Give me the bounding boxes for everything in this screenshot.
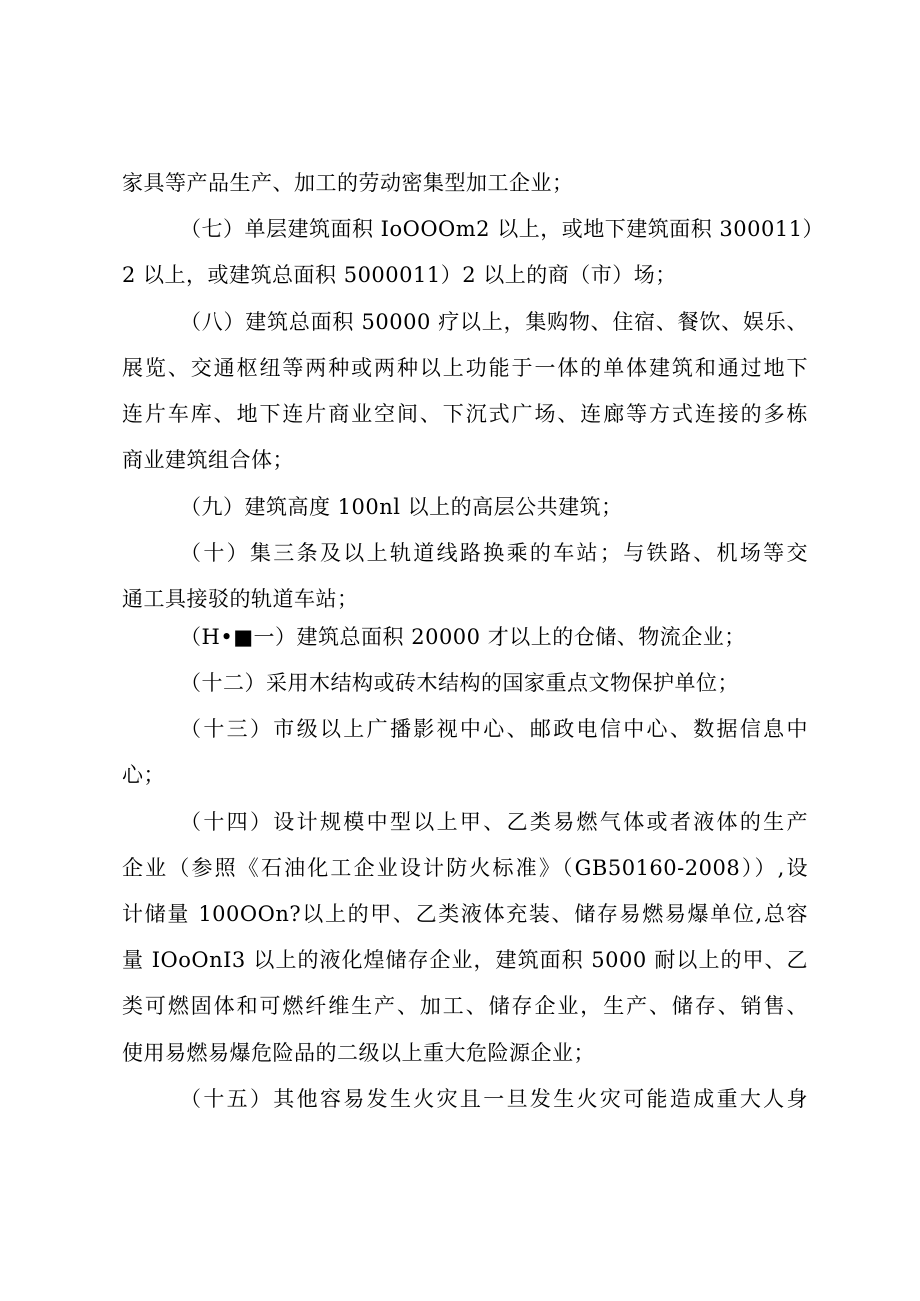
text-line: （十）集三条及以上轨道线路换乘的车站；与铁路、机场等交: [180, 541, 808, 565]
text-line: 企业（参照《石油化工企业设计防火标准》（GB50160-2008））,设: [122, 856, 808, 880]
text-line: 连片车库、地下连片商业空间、下沉式广场、连廊等方式连接的多栋: [122, 402, 808, 426]
text-line: 使用易燃易爆危险品的二级以上重大危险源企业；: [122, 1041, 595, 1065]
text-line: 量 IOoOnI3 以上的液化煌储存企业，建筑面积 5000 耐以上的甲、乙: [122, 948, 808, 972]
text-line: （H•■一）建筑总面积 20000 才以上的仓储、物流企业；: [180, 625, 746, 649]
text-line: 2 以上，或建筑总面积 5000011）2 以上的商（市）场；: [122, 263, 677, 287]
text-line: （十三）市级以上广播影视中心、邮政电信中心、数据信息中: [180, 717, 808, 741]
text-line: 家具等产品生产、加工的劳动密集型加工企业；: [122, 171, 574, 195]
text-line: （十四）设计规模中型以上甲、乙类易燃气体或者液体的生产: [180, 810, 808, 834]
text-line: 类可燃固体和可燃纤维生产、加工、储存企业，生产、储存、销售、: [122, 994, 808, 1018]
text-line: （七）单层建筑面积 IoOOOm2 以上，或地下建筑面积 300011）: [180, 217, 825, 241]
text-line: 通工具接驳的轨道车站；: [122, 587, 359, 611]
text-line: 展览、交通枢纽等两种或两种以上功能于一体的单体建筑和通过地下: [122, 356, 808, 380]
text-line: （八）建筑总面积 50000 疗以上，集购物、住宿、餐饮、娱乐、: [180, 310, 808, 334]
text-line: （九）建筑高度 100nl 以上的高层公共建筑；: [180, 495, 623, 519]
text-line: 商业建筑组合体；: [122, 448, 294, 472]
text-line: 心；: [122, 763, 165, 787]
text-line: 计储量 100OOn?以上的甲、乙类液体充装、储存易燃易爆单位,总容: [122, 902, 808, 926]
text-line: （十五）其他容易发生火灾且一旦发生火灾可能造成重大人身: [180, 1087, 808, 1111]
text-line: （十二）采用木结构或砖木结构的国家重点文物保护单位；: [180, 671, 739, 695]
